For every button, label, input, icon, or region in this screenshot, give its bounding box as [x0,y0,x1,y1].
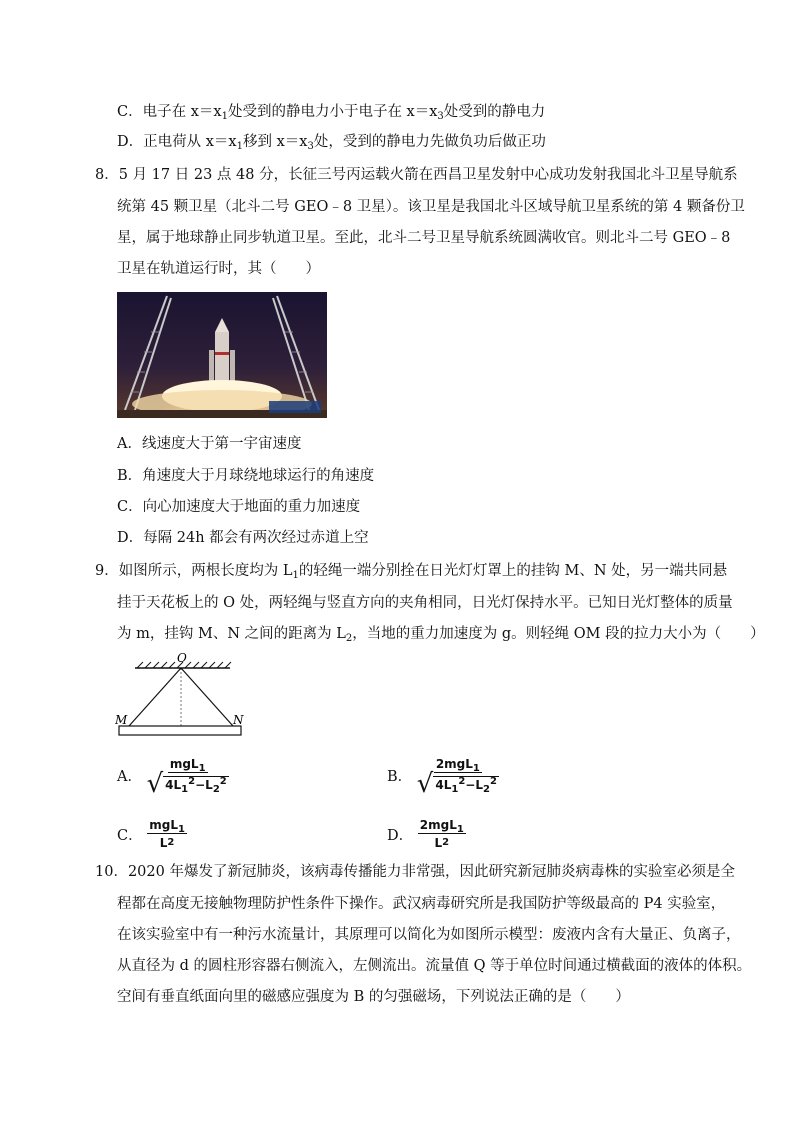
q9-option-a: A． mgL$_1$ √ $4L_1^2-L_2^2$ [117,757,227,799]
label-m: M [115,713,128,727]
q8-stem-line-3: 星，属于地球静止同步轨道卫星。至此，北斗二号卫星导航系统圆满收官。则北斗二号 GEO﹣8 [117,230,731,246]
question-number: 10． [95,864,128,880]
label-n: N [233,713,244,727]
q10-stem-line-3: 在该实验室中有一种污水流量计，其原理可以简化为如图所示模型：废液内含有大量正、负离子， [117,927,741,943]
question-number: 8． [95,167,119,183]
q9-stem-line-3: 为 m，挂钩 M、N 之间的距离为 $L_2$，当地的重力加速度为 g。则轻绳 OM 段的拉力大小为（ ） [117,626,765,644]
lamp-diagram [115,652,245,746]
q9-stem-line-1: 9．如图所示，两根长度均为 $L_1$的轻绳一端分别拴在日光灯灯罩上的挂钩 M、N 处，另一端共同悬 [95,563,728,581]
q10-stem-line-4: 从直径为 d 的圆柱形容器右侧流入，左侧流出。流量值 Q 等于单位时间通过横截面的液体的体积。 [117,958,752,974]
q9-option-d: D． 2mgL$_1$ L 2 [387,818,464,850]
q8-option-b: B．角速度大于月球绕地球运行的角速度 [117,468,375,484]
q10-stem-line-1: 10．2020 年爆发了新冠肺炎，该病毒传播能力非常强，因此研究新冠肺炎病毒株的实验室必须是全 [95,864,735,880]
q8-stem-line-2: 统第 45 颗卫星（北斗二号 GEO﹣8 卫星）。该卫星是我国北斗区域导航卫星系统的第 4 颗备份卫 [117,199,745,215]
q9-option-c: C． mgL$_1$ L 2 [117,818,185,850]
q8-option-d: D．每隔 24h 都会有两次经过赤道上空 [117,530,369,546]
q10-stem-line-2: 程都在高度无接触物理防护性条件下操作。武汉病毒研究所是我国防护等级最高的 P4 实验室， [117,896,726,912]
label-o: O [177,652,187,665]
q8-stem-line-4: 卫星在轨道运行时，其（ ） [117,261,320,277]
q7-option-d: D．正电荷从 $x=x_1$移到 $x=x_3$处，受到的静电力先做负功后做正功 [117,134,546,152]
question-number: 9． [95,563,119,579]
q8-stem-line-1: 8．5 月 17 日 23 点 48 分，长征三号丙运载火箭在西昌卫星发射中心成功发射我国北斗卫星导航系 [95,167,738,183]
rocket-launch-photo [117,292,327,418]
q9-stem-line-2: 挂于天花板上的 O 处，两轻绳与竖直方向的夹角相同，日光灯保持水平。已知日光灯整体的质量 [117,595,733,611]
q9-option-b: B． 2mgL$_1$ √ $4L_1^2-L_2^2$ [387,757,497,799]
q10-stem-line-5: 空间有垂直纸面向里的磁感应强度为 B 的匀强磁场，下列说法正确的是（ ） [117,989,630,1005]
q8-option-a: A．线速度大于第一宇宙速度 [117,436,302,452]
q8-option-c: C．向心加速度大于地面的重力加速度 [117,499,361,515]
q7-option-c: C．电子在 $x=x_1$处受到的静电力小于电子在 $x=x_3$处受到的静电力 [117,104,546,122]
